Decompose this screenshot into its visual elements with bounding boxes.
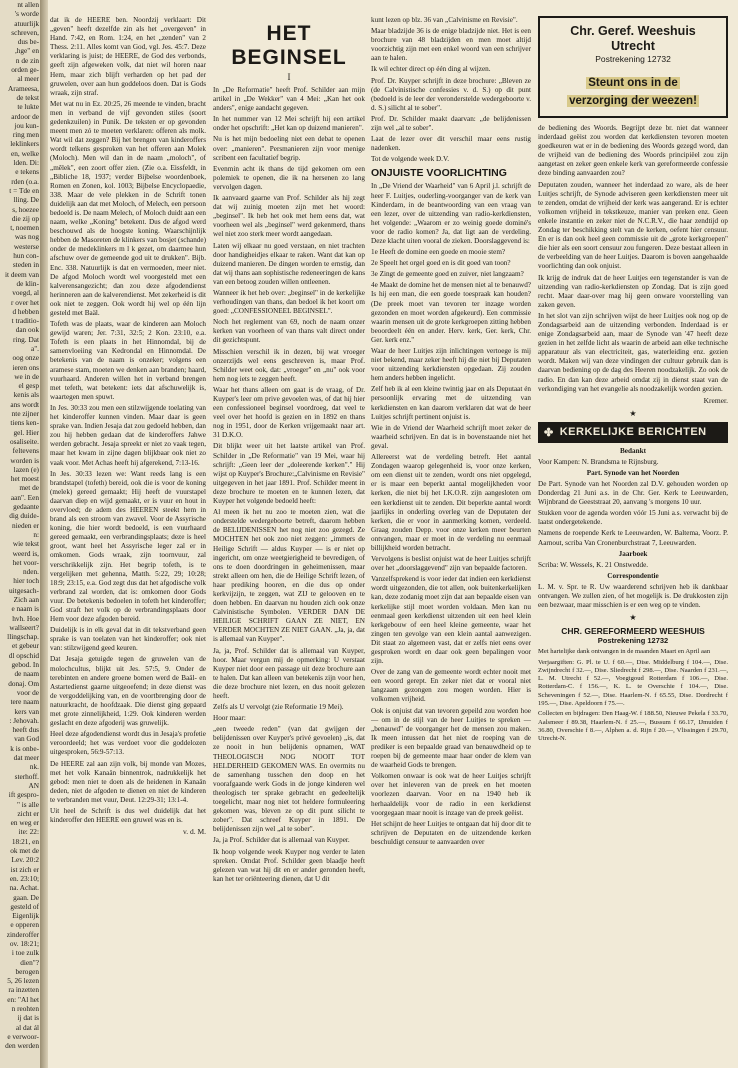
strip-line: ieren ons: [12, 362, 39, 372]
weeshuis-text: Verjaargiften: G. Pl. te U. f 60.—, Dise. Middelburg f 104.—, Dise. Zwijndrecht f 32.—, Dise. Sliedrecht f 298.—, Dise. Naarden f 231.—, L. M. Utrecht f 52.—, Voegtgoud Rotterdam f 106.—, Dise. Rotterdam-C. f 156.—, K. L. te Overschie f 104.—, Dise. Scheveningen f 52.—, Dise. Haarlem-N. f 65.55, Dise. Dordrecht f 195.—, Dise. Apeldoorn f 75.—.: [538, 658, 728, 707]
strip-line: Zich aan: [13, 595, 39, 604]
strip-line: en weg er: [10, 818, 39, 828]
paragraph: Maar bladzijde 36 is de enige bladzijde niet. Het is een brochure van 48 bladzijden en men moet altijd voorzichtig zijn met een enkel woord van een schrijver aan te halen.: [371, 27, 531, 63]
weeshuis-subtitle: Postrekening 12732: [597, 636, 669, 646]
weeshuis-advert-box: [538, 16, 728, 118]
strip-line: ok met de: [10, 846, 39, 856]
strip-line: al meer: [17, 74, 39, 84]
signature-vdm: v. d. M.: [182, 827, 206, 837]
paragraph: Over de zang van de gemeente wordt echter nooit met een woord gerept. En zeker niet dat er vooral niet langzaam gezongen zou mogen worden. Hier is volkomen vrijheid.: [371, 668, 531, 704]
strip-line: dat meer: [13, 753, 39, 763]
bericht-heading: Correspondentie: [607, 571, 659, 580]
bericht-text: Stukken voor de agenda worden vóór 15 Juni a.s. verwacht bij de laatst ondergetekende.: [538, 509, 728, 527]
strip-line: heeft dus: [12, 725, 39, 735]
strip-line: zicht er: [17, 808, 39, 818]
strip-line: lling. De: [13, 195, 39, 205]
strip-line: gesteld of: [10, 901, 39, 911]
strip-line: ite: 22:: [18, 827, 39, 837]
paragraph: de bediening des Woords. Begrijpt deze br. niet dat wanneer inderdaad geëist zou worden dat kerkdiensten tevoren moeten goedkeuren wat er in de bediening des Woords gezegd word, dan de vrijheid van de bediening des Woords principiëel zou zijn aangetast en zeker geen enkele kerk van gereformeerde confessie deze binding aanvaarden zou?: [538, 124, 728, 178]
strip-line: gebod. In: [11, 660, 39, 670]
strip-line: na. Achat.: [9, 883, 39, 893]
strip-line: osaliseite.: [10, 436, 39, 446]
paragraph: Prof. Dr. Kuyper schrijft in deze brochure: „Bleven ze (de Calvinistische confessies v. d. S.) op dit punt (bedoeld is de leer der veronderstelde wedergeboorte v. d. S.) silicht al te sober".: [371, 76, 531, 112]
strip-line: lazen (e): [13, 464, 39, 474]
strip-line: feltevens: [12, 446, 39, 456]
signature-kremer: Kremer.: [703, 395, 728, 405]
advert-line-5: verzorging der weezen!: [569, 95, 697, 107]
strip-line: tiens ken-: [10, 418, 39, 428]
advert-line-2: Utrecht: [611, 39, 655, 53]
paragraph: Nu is het mijn bedoeling niet een debat te openen over: „manieren". Persmanieren zijn voor menige scribent een facultatief begrip.: [213, 135, 365, 162]
kerkelijke-berichten-banner: [538, 422, 728, 443]
strip-line: atuurlijk: [14, 18, 39, 28]
strip-line: Lev. 20:2: [11, 855, 39, 865]
paragraph: Ook is onjuist dat van tevoren gepeild zou worden hoe — om in de stijl van de heer Luitjes te spreken — „benauwd" de voorganger het de mensen zou maken. Ik meen intussen dat het niet de roeping van de prediker is een bepaalde graad van benauwdheid op te roepen bij de gemeente maar haar onder de klem van de waarheid Gods te brengen.: [371, 706, 531, 770]
strip-line: we in de: [14, 371, 39, 381]
column-1-kinderoffer: [50, 16, 206, 1060]
strip-line: uitgesach-: [9, 585, 39, 595]
strip-line: gaan. De: [13, 892, 39, 902]
strip-line: berogen: [15, 966, 39, 976]
strip-line: el gesp: [18, 381, 39, 391]
paragraph: Laten wij elkaar nu goed verstaan, en niet trachten door handigheidjes elkaar te raken. Want dat kan op duizend manieren. De dingen worden te ernstig, dan dat wij thans aan sophistische redeneeringen de kans van een betoog zouden willen ontleenen.: [213, 241, 365, 286]
advert-line-1: Chr. Geref. Weeshuis: [570, 24, 696, 38]
bericht-text: De Part. Synode van het Noorden zal D.V. gehouden worden op Donderdag 21 Juni a.s. in de Chr. Ger. Kerk te Leeuwarden, Wijnbrand de Geeststraat 20, aanvang 's morgens 10 uur.: [538, 480, 728, 507]
bericht-text: Scriba: W. Wessels, K. 21 Onstwedde.: [538, 560, 649, 569]
strip-line: schreven,: [11, 27, 39, 37]
strip-line: ring men: [12, 130, 39, 140]
strip-line: nden.: [22, 567, 39, 577]
strip-line: ra inzetten: [8, 985, 39, 995]
paragraph: Ik krijg de indruk dat de heer Luitjes een tegenstander is van de uitzending van radio-kerkdiensten op Zondag. Dat is zijn goed recht. Maar daar-over mag hij geen onware voorstelling van zaken geven.: [538, 273, 728, 309]
paragraph: Deputaten zouden, wanneer het inderdaad zo ware, als de heer Luitjes schrijft, de Synode adviseren geen kerkdiensten meer uit te zenden, omdat de vrijheid der kerk was aangerand. Er is echter volkomen vrijheid in tekstkeuze, manier van preken enz. Geen enkele instantie en zeker niet de N.C.R.V., die haar zendtijd op Zondag ter beschikking stelt van de kerken, oefent hier censuur. En er is dan ook heel geen commissie uit de „grote kerkgroepen" die hier als een soort censuur zou fungeren. Deze bestaat alleen in de verbeelding van de heer Luitjes. Daarom is boven aangehaalde voorlichting dan ook onjuist.: [538, 180, 728, 271]
strip-line: 18:21, en: [11, 836, 39, 846]
strip-line: kers van: [14, 706, 39, 716]
strip-line: worden is: [10, 455, 39, 465]
paragraph: Noch het reglement van 69, noch de naam onzer kerken van voorheen of van thans valt direct onder dit gezichtspunt.: [213, 318, 365, 345]
paragraph: Ik aanvaard gaarne van Prof. Schilder als hij zegt dat wij zuinig moeten zijn met het woord: „beginsel". Ik heb het ook met hem eens dat, wat voorheen wel als „beginsel" werd gekenmerd, thans wel niet zoo sterk meer wordt aangedaan.: [213, 194, 365, 239]
bericht-heading: Bedankt: [620, 446, 646, 455]
strip-line: nte zijner: [11, 409, 39, 419]
banner-label: KERKELIJKE BERICHTEN: [559, 426, 707, 439]
paragraph: 1e Heeft de domine een goede en mooie stem?: [371, 248, 506, 257]
paragraph: Dit blijkt weer uit het laatste artikel van Prof. Schilder in „De Reformatie" van 19 Mei, waar hij schrijft: „Geen leer der „doleerende kerken"." Hij wijst op Kuyper's Brochure:„Calvinisme en Revisie" uitgegeven in het jaar 1891. Prof. Schilder meent in deze brochure te moeten en te kunnen lezen, dat Kuyper het volgende bedoeld heeft:: [213, 442, 365, 506]
paragraph: Dat Jesaja getuigde tegen de gruwelen van de molochcultus, blijkt uit Jes. 57:5, 9. Onder de terebinten en andere groene bomen werd de Baäl- en Astartedienst gaarne uitgeoefend; in deze dienst was de vergoddelijking van, en de voortbrenging door de natuurkracht, de hoofdzaak. Die dienst ging gepaard met grote zinnelijkheid, 1:29. Ook kinderen werden geslacht en deze afgoderij was gruwelijk.: [50, 655, 206, 728]
paragraph: Tofeth was de plaats, waar de kinderen aan Moloch gewijd waren; Jer. 7:31, 32:5; 2 Kon. 23:10, e.a. Tofeth is een plaats in het Hinnomdal, bij de samenvloeiing van Kedrondal en Hinnomdal. De betekenis van de naam is onzeker; volgens een aramese stam, moeten we denken aan branden; haard, vuurhaard. Anderen willen het in verband brengen met tefeth, wat betekent: iets dat afschuwelijk is, waartegen men spuwt.: [50, 320, 206, 401]
strip-line: 's worde: [14, 9, 39, 19]
strip-line: llingschap.: [7, 632, 39, 642]
strip-line: e naam is: [11, 604, 39, 614]
strip-line: de naam: [14, 669, 39, 679]
article-title-het-beginsel: HET BEGINSEL: [231, 22, 347, 69]
paragraph: Al meen ik het nu zoo te moeten zien, wat die onderstelde wedergeboorte betreft, daarom hebben de BELIJDENISSEN het nog niet zoo gezegd. Ze MOCHTEN het ook zoo niet zeggen: „immers de Heilige Schrift — aldus Kuyper — is er niet op ingericht, om onze weetgierigheid te bevredigen, of ons te doen doordringen in geheimenissen, maar strekt alleen om hen, die de Heilige Schrift lezen, of haar prediking hooren, en die dus op onder kerkvijzijn, te zeggen, wat ZIJ te gelooven en te doen hebben. En daarvan nu houden zich ook onze Calvinistische Symbolen. VERDER DAN DE HEILIGE SCHRIFT GAAN ZE NIET, EN VERDER MOCHTEN ZE NIET GAAN. „Ja, ja, dat is allemaal van Kuyper".: [213, 508, 365, 644]
strip-line: ift gespro-: [8, 790, 39, 800]
advert-line-4: Steunt ons in de: [588, 77, 678, 89]
strip-line: e verwoor-: [7, 1031, 39, 1041]
separator-star-2: ★: [629, 613, 637, 623]
strip-line: nk.: [29, 762, 39, 772]
strip-line: nieden er: [12, 520, 39, 530]
strip-line: ring. Dat: [13, 334, 39, 344]
strip-line: te lukte: [17, 102, 39, 112]
strip-line: sterhoff.: [14, 771, 39, 781]
strip-line: nt allen: [17, 0, 39, 9]
strip-line: donaj. Om: [8, 678, 39, 688]
separator-star: ★: [629, 408, 637, 418]
paragraph: 3e Zingt de gemeente goed en zuiver, niet langzaam?: [371, 270, 524, 279]
weeshuis-title: CHR. GEREFORMEERD WEESHUIS: [561, 626, 705, 637]
strip-line: d hebben: [12, 306, 39, 316]
paragraph: De HEERE zal aan zijn volk, bij monde van Mozes, met het volk Kanaän binnentrok, nadrukkelijk het gebod: men niet te doen als de heidenen in Kanaän deden, niet de afgoden te dienen en niet de kinderen te verbranden met vuur, Deut. 12:29-31; 13:1-4.: [50, 759, 206, 804]
strip-line: t = Tde en: [9, 185, 39, 195]
strip-line: aan". Een: [10, 492, 39, 502]
strip-line: en: "Al het: [7, 994, 39, 1004]
banner-ornament-icon: ✤: [544, 426, 554, 439]
strip-line: dig duide-: [9, 511, 39, 521]
bericht-text: L. M. v. Spr. te R. Uw waarderend schrijven heb ik dankbaar ontvangen. We zullen zien, of het mogelijk is. De drukkosten zijn een bezwaar, maar misschien is er een weg op te vinden.: [538, 582, 728, 610]
paragraph: In het nummer van 12 Mei schrijft hij een artikel onder het opschrift: „Het kan op duizend manieren".: [213, 115, 365, 133]
strip-line: en. 23:10;: [9, 873, 39, 883]
strip-line: ov. 18:21;: [9, 938, 39, 948]
paragraph: Zelf heb ik al een kleine twintig jaar en als Deputaat én persoonlijk ervaring met de uitzending van kerkdiensten en kan daarom verklaren dat wat de heer Luitjes schrijft pertinent onjuist is.: [371, 385, 531, 421]
strip-line: leklinkers: [10, 139, 39, 149]
strip-line: n:: [33, 529, 39, 539]
strip-line: ,hge" en: [14, 46, 39, 56]
paragraph: Waar het thans alleen om gaat is de vraag, of Dr. Kuyper's leer om prive gevoelen was, of dat hij hier een confessioneel beginsel voordroeg, dat veel te veel over het hoofd is gezien en in 1892 en thans nog in 1951, door de Kerken vrijgemaakt naar art. 31 D.K.O.: [213, 385, 365, 440]
strip-line: hier toch: [13, 576, 39, 586]
column-2-het-beginsel: [213, 16, 365, 1060]
column-4-berichten: [538, 16, 728, 1060]
paragraph: Misschien verschil ik in dezen, bij wat vroeger onzerzijds wel eens geschreven is, maar Prof. Schilder weet ook, dat: „vroeger" en „nu" ook voor hem nog iets te zeggen heeft.: [213, 347, 365, 383]
paragraph: Vervolgens is beslist onjuist wat de heer Luitjes schrijft over het „doorslaggevend" zijn van bepaalde factoren.: [371, 555, 531, 573]
strip-line: e tekens: [15, 167, 39, 177]
bericht-text: Voor Kampen: N. Brandsma te Rijnsburg.: [538, 457, 659, 466]
strip-line: : Jehovah.: [9, 715, 39, 725]
bericht-text: Namens de roepende Kerk te Leeuwarden, W. Baltema, Voorz. P. Aarnout, scriba Van Cronenburchstraat 7, Leeuwarden.: [538, 529, 728, 547]
strip-line: ardoor de: [11, 111, 39, 121]
paragraph: Hoor maar:: [213, 714, 246, 723]
strip-line: dl opschid: [8, 650, 39, 660]
strip-line: orden ge-: [11, 65, 39, 75]
strip-line: den werden: [5, 1041, 39, 1051]
strip-line: was nog: [14, 232, 39, 242]
paragraph: 4e Maakt de domine het de mensen niet al te benauwd? Is hij een man, die een goede toespraak kan houden? (De preek moet van tevoren ter inzage worden gezonden en moet worden afgekeurd). Een commissie waarin mensen uit de grote kerkgroepen zitting hebben beoordeelt één en ander. Herv. kerk, Ger. kerk, Chr. Ger. kerk enz.": [371, 281, 531, 344]
strip-line: voor de: [16, 687, 39, 697]
strip-line: het voor-: [12, 557, 39, 567]
strip-line: met de: [19, 483, 39, 493]
paragraph: In „De Vriend der Waarheid" van 6 April j.l. schrijft de heer F. Luitjes, ouderling-voorganger van de kerk van Kinderdam, in de beantwoording van een vraag van een lezer, over de uitzending van radio-kerkdiensten, het volgende: „Waarom er zo weinig goede dominé's voor de radio komen? Ja, dat ligt aan de verdeling. Deze klacht uiten vooral de zieken. Doorslaggevend is:: [371, 182, 531, 245]
paragraph: In Jes. 30:33 zou men een stilzwijgende toelating van het kinderoffer kunnen vinden. Maar daar is geen sprake van. Indien Jesaja dat zou gedoeld hebben, dan zou hij hebben gedaan dat de kinderoffers Jahwe werden gebracht. Jesaja spreekt er niet zo vaak tegen, maar het kwam in zijne dagen blijkbaar ook niet zo vaak voor. Met Achas heeft hij afgerekend, 7:13-16.: [50, 403, 206, 467]
bericht-heading: Part. Synode van het Noorden: [586, 468, 680, 477]
bericht-heading: Jaarboek: [618, 549, 648, 558]
strip-line: hvh. Hoe: [12, 613, 39, 623]
paragraph: Prof. Dr. Schilder maakt daarvan: „de belijdenissen zijn wel „al te sober".: [371, 114, 531, 133]
strip-line: de tekst: [16, 92, 39, 102]
strip-line: gel. Hier: [13, 427, 39, 437]
paragraph: Ja, ja Prof. Schilder dat is allemaal van Kuyper.: [213, 836, 350, 845]
strip-line: n de zin: [15, 55, 39, 65]
strip-line: n reohten: [11, 1004, 39, 1014]
strip-line: van God: [14, 734, 39, 744]
strip-line: Arameesa,: [8, 83, 39, 93]
paragraph: Laat de lezer over dit verschil maar eens rustig nadenken.: [371, 135, 531, 153]
strip-line: r over het: [11, 297, 39, 307]
strip-line: wallseert?: [9, 622, 39, 632]
strip-line: t traditio-: [11, 316, 39, 326]
paragraph: Wanneer ik het heb over: „beginsel" in de kerkelijke verhoudingen van thans, dan bedoel ik het koort om goed: „CONFESSIONEEL BEGINSEL".: [213, 288, 365, 316]
strip-line: it deem van: [4, 269, 39, 279]
strip-line: de klin-: [16, 278, 39, 288]
strip-line: Eigenlijk: [12, 911, 39, 921]
strip-line: 5, 26 lezen: [7, 976, 39, 986]
paragraph: In „De Reformatie" heeft Prof. Schilder aan mijn artikel in „De Wekker" van 4 Mei: „Kan het ook anders", enige aandacht gegeven.: [213, 86, 365, 113]
strip-line: kenis als: [13, 390, 39, 400]
book-spine: [40, 0, 48, 1068]
strip-line: jou kun-: [14, 120, 39, 130]
strip-line: rden (o.a.: [11, 176, 39, 186]
paragraph: 2e Speelt het orgel goed en is dit goed van toon?: [371, 259, 511, 268]
strip-line: westerse: [13, 241, 39, 251]
strip-line: dan ook: [15, 325, 39, 335]
paragraph: Tot de volgende week D.V.: [371, 155, 450, 164]
strip-line: en, welke: [11, 148, 39, 158]
strip-line: al dat ál: [15, 1022, 39, 1032]
article-subtitle-numeral: I: [287, 72, 291, 82]
paragraph: Ik hoop volgende week Kuyper nog verder te laten spreken. Omdat Prof. Schilder geen blaadje heeft gelezen van wat hij dit en er ander geronden heeft, kan het ter oriënteering dienen, dat U dit: [213, 847, 365, 883]
advert-line-3: Postrekening 12732: [595, 54, 671, 64]
strip-line: t, noemen: [10, 223, 39, 233]
weeshuis-text: Met hartelijke dank ontvangen in de maanden Maart en April aan: [538, 648, 711, 656]
strip-line: ist zich er: [10, 864, 39, 874]
weeshuis-text: Collecten en bijdragen: Den Haag-W. f 188.50, Nieuwe Pekela f 33.70, Aalsmeer f 89.38, Haarlem-N. f 25.—, Bussum f 66.17, IJmuiden f 36.80, Overschie f 8.—, Alphen a. d. Rijn f 20.—, Vlissingen f 29.70, Utrecht-N.: [538, 710, 728, 743]
previous-page-strip: [0, 0, 43, 1068]
strip-line: zinderoffer: [6, 929, 39, 939]
paragraph: In Jes. 30:33 lezen we: Want reeds lang is een brandstapel (tofeth) bereid, ook die is voor de koning (melek) gereed gemaakt; Hij heeft de vuurstapel daarvan diep en wijd gemaakt, er is vuur en hout in overvloed; de adem des HEEREN steekt hem in brand als een stroom van zwavel. Voor de Assyrische koning, die hier wordt bedoeld, is een vuurhaard gereed gemaakt, een verbrandingsplaats; deze is heel groot, want heel het Assyrische leger zal er in omkomen. Gods wraak, zijn toornvuur, zal verschrikkelijk zijn. Het begrip tofeth, is te vergelijken met gehenna, Matth. 5:22, 29; 10:28; 18:9; 23:15, e.a. God zegt dus dat het afgodische volk verbrand zal worden, dat is: omkomen door Gods vuur. De betekenis bedoelen in tofeth het kinderoffer; God straft het volk op de verbrandingsplaats door Hem voor deze afgoden bereid.: [50, 469, 206, 624]
paragraph: Heel deze afgodendienst wordt dus in Jesaja's profetie veroordeeld; het was verdoet voor die goddelozen uitgesproken, 56:9-57:13.: [50, 730, 206, 757]
paragraph: Wie in de Vriend der Waarheid schrijft moet zeker de waarheid schrijven. En dat is in bovenstaande niet het geval.: [371, 423, 531, 450]
paragraph: Duidelijk is in elk geval dat in dit tekstverband geen sprake is van toelaten van het kinderoffer; ook niet van: stilzwijgend geed keuren.: [50, 626, 206, 653]
paragraph: Waar de heer Luitjes zijn inlichtingen vertoege is mij niet bekend, maar zeker heeft hij die niet bij Deputaten voor uitzending kerkdiensten opgedaan. Zij zouden hem anders hebben ingelicht.: [371, 347, 531, 383]
paragraph: „een tweede reden" (van dat gwijgen der belijdenissen over Kuyper's privé gevoelen) „is, dat ze nooit in hun belijdenis opnamen, WAT THEOLOGISCH NOG NOOIT TOT HELDERHEID GEKOMEN WAS. En overmits nu de samenhang tusschen den doop en het voorafgaande werk Gods in de jonge kinderen wel theologisch ter sprake gebracht en gedeeltelijk toegelicht, maar nog niet tot heldere formuleering gekomen was, bleven ze op dit punt silicht te zober". Dat schreef Kuyper in 1891. De belijdenissen zijn wel „al te sober".: [213, 725, 365, 834]
strip-line: lden. Di:: [13, 158, 39, 168]
strip-line: wie tekst: [12, 539, 39, 549]
strip-line: i toe zulk: [11, 948, 39, 958]
strip-line: steden in: [12, 260, 39, 270]
column-3-onjuiste-voorlichting: [371, 16, 531, 1060]
strip-line: tere naam: [10, 697, 39, 707]
paragraph: Het schijnt de heer Luitjes te ontgaan dat hij door dit te schrijven de Deputaten en de uitzendende kerken beschuldigt censuur te aanvaarden over: [371, 819, 531, 846]
strip-line: et gebeur: [12, 641, 39, 651]
strip-line: ij dat is: [17, 1013, 39, 1023]
paragraph: In het slot van zijn schrijven wijst de heer Luitjes ook nog op de Zondagsarbeid aan de uitzending verbonden. Inderdaad is er enige Zondagsarbeid aan, maar de Synode van '47 heeft deze gezien in het zelfde licht als waarin de arbeid aan elke technische apparatuur als van electriciteit, gas, waterleiding enz. gezien wordt. Maken wij van deze vindingen der cultuur gebruik dan is daarvan bediening op de dag des Heeren noodzakelijk. Zo ook de radio. En dan kan deze arbeid omdat zij in dienst staat van de verkondiging van het evangelie als noodzakelijk worden gezien.: [538, 311, 728, 393]
paragraph: Ja, ja, Prof. Schilder dat is allemaal van Kuyper, hoor. Maar vergun mij de opmerking: U verstaat Kuyper niet door een passage uit deze brochure aan te halen. Dat kan alleen van betekenis zijn voor hen, die deze brochure niet lezen, en dus nooit gelezen heeft.: [213, 646, 365, 700]
strip-line: gedaante: [13, 502, 39, 512]
strip-line: hun con-: [13, 251, 39, 261]
paragraph: Zelfs als U vervolgt (zie Reformatie 19 Mei).: [213, 703, 344, 712]
strip-line: " is alle: [16, 799, 39, 809]
strip-line: AN: [28, 780, 39, 790]
paragraph: Ik wil echter direct op één ding al wijzen.: [371, 65, 491, 74]
strip-line: dus be-: [17, 37, 39, 47]
strip-line: het moest: [10, 474, 39, 484]
strip-line: die zij op: [11, 213, 39, 223]
paragraph: Uit heel de Schrift is dus wel duidelijk dat het kinderoffer den HEERE een gruwel was en is.: [50, 806, 206, 825]
strip-line: a".: [30, 343, 39, 353]
paragraph: Volkomen onwaar is ook wat de heer Luitjes schrijft over het inleveren van de preek en het moeten voorlezen daarvan. Voor en na 1940 heb ik herhaaldelijk voor de radio in een kerkdienst voorgegaan maar nooit is inzage van de preek geëist.: [371, 772, 531, 817]
paragraph: Met wat nu in Ez. 20:25, 26 meende te vinden, bracht men in verband de vijf gevonden stiles (soort gedenkzuilen) in Punik. De teksten er op gevonden meent men zó te moeten verklaren: offeren als molk. Wat wil dat zeggen? Bij het brengen van kinderoffers wordt telkens gesproken van het offeren aan Molek (Moloch). Men wil dan in de naam „moloch", of „mêlek", een zoort offer zien. (Zie o.a. Eissfeldt, in „Bibliche 18, 1937; verder Bijbelse woordenboek, Romen en Zonen, kol. 1003; Bijbelse Encyclopaedie, 338. Maar de vele plekken in de Schrift tonen duidelijk aan dat met Moloch, of Melech, een persoon bedoeld is. De naam Melech, of Moloch duidt aan een naam, welke „Koning" betekent. Dus de afgod werd beschouwd als de hoogste koning. Waarschijnlijk hebben de Masoreten de klinkers van bosjet (schande) onder de medeklinkers m l k gezet, om daarmee hun afschuw over de gemeende god uit te drukken". Bijb. Enc. 338. Natuurlijk is dat en vermoeden, meer niet. De afgod Moloch wordt wel voorgesteld met een kalverensangezicht; dan zou deze afgodendienst herinneren aan de kalverendienst. Met zekerheid is dit ook niet te zeggen. Ook wordt hij wel op één lijn gesteld met Baäl.: [50, 99, 206, 317]
strip-line: dien"?: [20, 957, 39, 967]
paragraph: Evenmin acht ik thans de tijd gekomen om een polemiek te openen, die ik na hersenen zo lang vervolgen dagen.: [213, 164, 365, 191]
paragraph: kunt lezen op blz. 36 van „Calvinisme en Revisie".: [371, 16, 518, 24]
strip-line: oog onze: [12, 353, 39, 363]
article-title-onjuiste-voorlichting: ONJUISTE VOORLICHTING: [371, 167, 507, 180]
strip-line: ans wordt: [10, 399, 39, 409]
strip-line: e opperen: [10, 920, 39, 930]
strip-line: voegd, al: [12, 288, 39, 298]
paragraph: Vanzelfsprekend is voor ieder dat indien een kerkdienst wordt uitgezonden, die tot allen, ook buitenkerkelijken kan, deze zodanig moet zijn dat aan bepaalde eisen van kerkelijke stijl moet worden voldaan. Men kan nu eenmaal geen kerkdienst uitzenden uit een heel klein kerkgebouw of een heel kleine gemeente, waar het zingen ten gevolge van een klein aantal aanwezigen. Dit staat zo algemeen vast, dat er zelfs niet eens over gesproken wordt en daar ook geen bepalingen voor zijn.: [371, 575, 531, 666]
paragraph: Allereerst wat de verdeling betreft. Het aantal Zondagen waarop gelegenheid is, voor onze kerken, om een dienst uit te zenden, wordt ons niet opgelegd, er is maar een beperkt aantal mogelijkheden voor kerken, die niet bij het I.K.O.R. zijn aangesloten om een kerkdienst uit te zenden. Dit beperkte aantal wordt jaarlijks in onderling overleg van de Deputaten der kerken, die er voor in aanmerking komen, verdeeld. Graag zouden Depp. voor onze kerken meer beurten ontvangen, maar er moet in de verdeling nu eenmaal billijkheid worden betracht.: [371, 453, 531, 552]
strip-line: s, hoezee: [12, 204, 39, 214]
strip-line: k is onbe-: [10, 743, 39, 753]
paragraph: dat ik de HEERE ben. Noordzij verklaart: Dit „geven" heeft dezelfde zin als het „overgeven" in Hand. 7:42, en Rom. 1:24, en het „zenden" van 2 Thess. 2:11. Alles komt van God, vgl. Jes. 45:7. Deze verklaring is juist; de HEERE, de God des verbonds, geeft zijn afgeweken volk, dat niet wil horen naar Hem, maar zich blijft verharden op het pad der gruwelen, over aan hun goddeloos doen. Dat is Gods wraak, zijn straf.: [50, 16, 206, 97]
strip-line: weerd is,: [12, 548, 39, 558]
